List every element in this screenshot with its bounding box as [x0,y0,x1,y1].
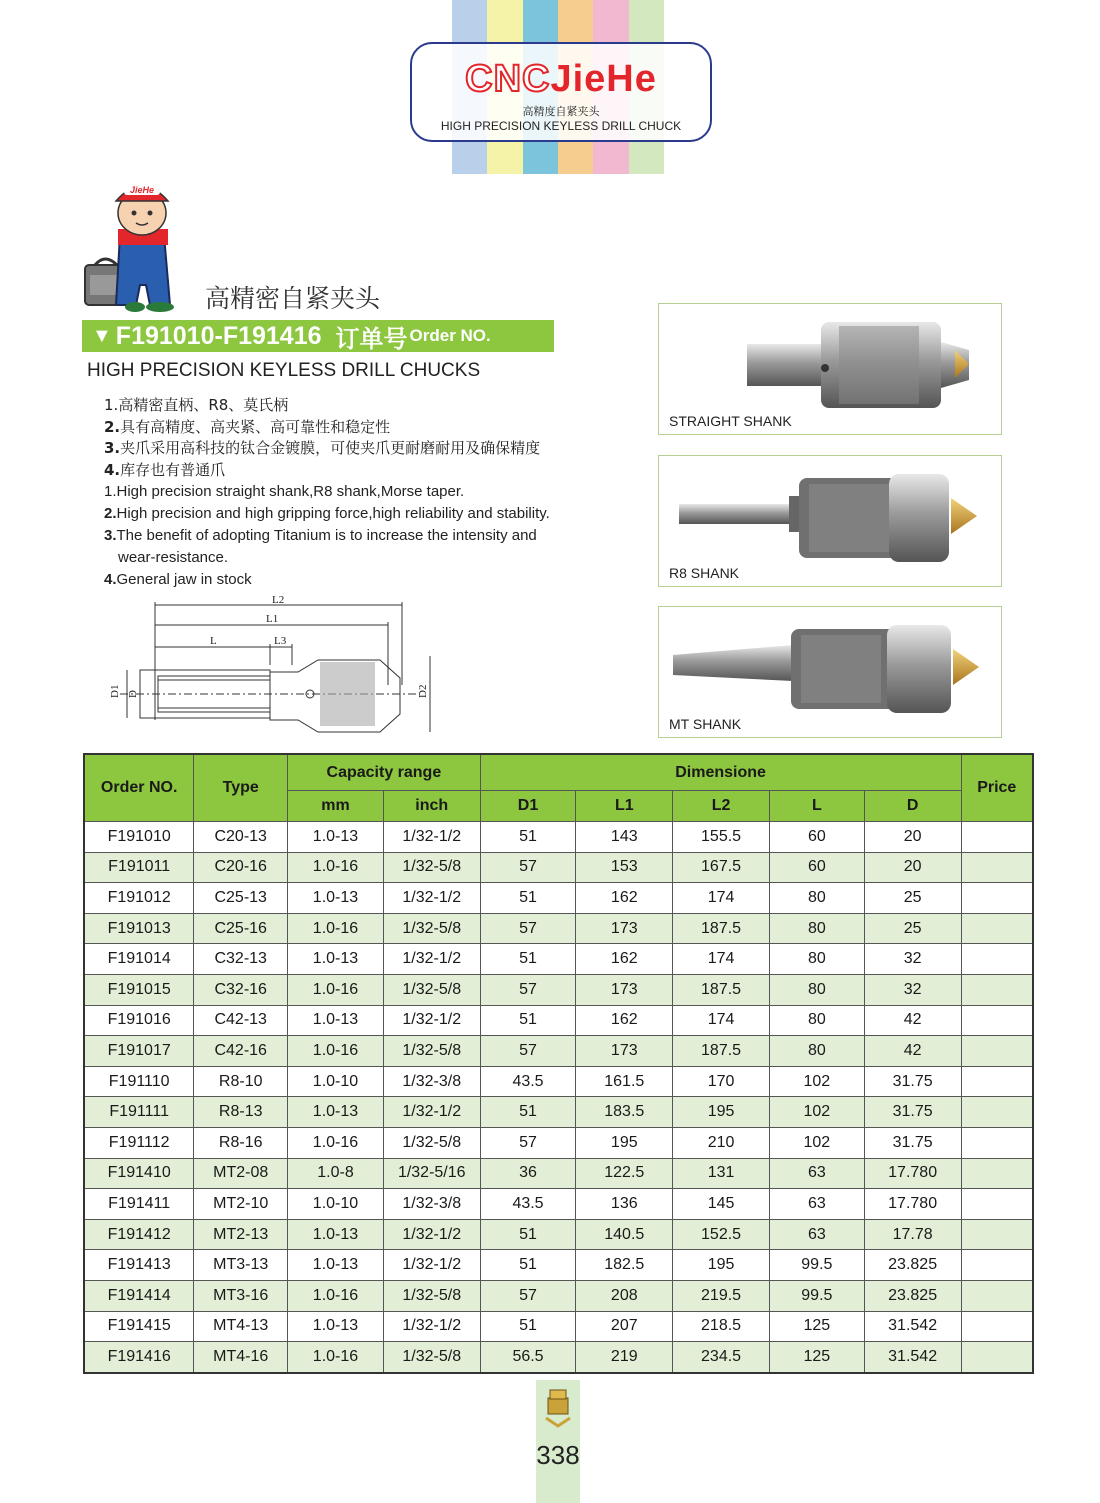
feature-en-item-cont: wear-resistance. [118,549,229,566]
cell-type: MT2-10 [194,1189,288,1220]
cell-dim-l1: 136 [576,1189,673,1220]
table-row [84,1158,1033,1189]
feature-list [104,395,624,591]
table-row [84,974,1033,1005]
cell-dim-l: 60 [769,822,864,853]
cell-capacity-inch: 1/32-3/8 [383,1189,480,1220]
cell-dim-d1: 36 [480,1158,576,1189]
cell-dim-l2: 174 [673,944,770,975]
page-number-tab [536,1380,580,1503]
table-row [84,883,1033,914]
cell-capacity-inch: 1/32-1/2 [383,1311,480,1342]
dim-label-d: D [127,690,139,698]
cell-dim-d1: 57 [480,913,576,944]
cell-dim-d1: 51 [480,1250,576,1281]
table-row [84,1311,1033,1342]
cell-dim-d: 31.75 [864,1066,961,1097]
cell-order-no: F191016 [84,1005,194,1036]
cell-capacity-mm: 1.0-13 [288,1219,384,1250]
cell-dim-d: 42 [864,1005,961,1036]
cell-dim-l1: 207 [576,1311,673,1342]
logo-jiehe-text: JieHe [550,58,657,100]
table-row [84,1280,1033,1311]
cell-dim-d: 20 [864,852,961,883]
col-header-inch: inch [383,791,480,822]
cell-dim-l2: 145 [673,1189,770,1220]
cell-dim-l2: 174 [673,883,770,914]
technical-drawing [100,590,440,740]
cell-capacity-mm: 1.0-16 [288,974,384,1005]
cell-dim-d: 25 [864,883,961,914]
cell-capacity-inch: 1/32-1/2 [383,1219,480,1250]
cell-order-no: F191012 [84,883,194,914]
cell-capacity-inch: 1/32-1/2 [383,1250,480,1281]
cell-dim-l1: 153 [576,852,673,883]
r8-shank-chuck-image [659,456,1001,566]
cell-dim-d: 23.825 [864,1250,961,1281]
cell-capacity-mm: 1.0-16 [288,913,384,944]
cell-order-no: F191411 [84,1189,194,1220]
cell-type: C20-13 [194,822,288,853]
cell-type: MT2-08 [194,1158,288,1189]
feature-cn-item: 3.夹爪采用高科技的钛合金镀膜，可使夹爪更耐磨耐用及确保精度 [104,439,541,457]
cell-order-no: F191110 [84,1066,194,1097]
cell-dim-l1: 140.5 [576,1219,673,1250]
cell-dim-l: 102 [769,1127,864,1158]
cell-capacity-inch: 1/32-1/2 [383,1005,480,1036]
cell-price [961,1219,1033,1250]
cell-dim-d: 32 [864,944,961,975]
cell-capacity-inch: 1/32-5/8 [383,1036,480,1067]
cell-capacity-inch: 1/32-5/8 [383,1342,480,1373]
cell-dim-d1: 57 [480,1036,576,1067]
page-number: 338 [536,1440,580,1470]
product-subtitle: HIGH PRECISION KEYLESS DRILL CHUCKS [87,360,481,381]
cell-dim-l: 102 [769,1097,864,1128]
cell-capacity-mm: 1.0-16 [288,852,384,883]
cell-capacity-mm: 1.0-13 [288,883,384,914]
logo-cnc-text: CNC [465,58,551,100]
cell-capacity-inch: 1/32-5/8 [383,913,480,944]
cell-dim-l1: 162 [576,883,673,914]
photo-caption: MT SHANK [669,716,742,732]
cell-price [961,1250,1033,1281]
order-label-cn: 订单号 [335,324,408,353]
table-row [84,1097,1033,1128]
cell-dim-l1: 162 [576,1005,673,1036]
cell-capacity-mm: 1.0-16 [288,1342,384,1373]
logo-subtitle-en: HIGH PRECISION KEYLESS DRILL CHUCK [440,119,682,133]
table-row [84,913,1033,944]
cell-dim-l1: 173 [576,974,673,1005]
cell-price [961,1311,1033,1342]
cell-dim-l2: 187.5 [673,974,770,1005]
cell-dim-l: 63 [769,1189,864,1220]
cell-capacity-mm: 1.0-10 [288,1189,384,1220]
dim-label-l2: L2 [272,594,285,606]
cell-type: MT3-13 [194,1250,288,1281]
cell-capacity-mm: 1.0-13 [288,944,384,975]
cell-capacity-inch: 1/32-1/2 [383,944,480,975]
cell-capacity-inch: 1/32-5/8 [383,1280,480,1311]
cell-dim-l1: 195 [576,1127,673,1158]
cell-type: C32-16 [194,974,288,1005]
cell-type: MT2-13 [194,1219,288,1250]
cell-dim-l2: 234.5 [673,1342,770,1373]
feature-en-item: 2.High precision and high gripping force,high reliability and stability. [104,505,550,522]
cell-capacity-mm: 1.0-13 [288,822,384,853]
cell-dim-l2: 195 [673,1250,770,1281]
cell-capacity-inch: 1/32-3/8 [383,1066,480,1097]
mascot-illustration [80,175,190,315]
table-row [84,822,1033,853]
cell-type: R8-10 [194,1066,288,1097]
cell-dim-l: 125 [769,1342,864,1373]
dim-label-l3: L3 [274,635,287,647]
cell-dim-l: 99.5 [769,1280,864,1311]
col-header-l: L [769,791,864,822]
table-row [84,944,1033,975]
cell-price [961,1280,1033,1311]
cell-price [961,1036,1033,1067]
cell-capacity-inch: 1/32-5/16 [383,1158,480,1189]
col-header-type: Type [194,754,288,822]
cell-dim-l1: 161.5 [576,1066,673,1097]
cell-price [961,944,1033,975]
cell-dim-d: 17.78 [864,1219,961,1250]
cell-dim-l: 80 [769,913,864,944]
photo-straight-shank [658,303,1002,435]
cell-dim-l: 80 [769,974,864,1005]
cell-dim-l1: 162 [576,944,673,975]
logo-subtitle-cn: 高精度自紧夹头 [522,105,600,118]
cell-capacity-mm: 1.0-16 [288,1036,384,1067]
spec-table [83,753,1034,1374]
cell-type: R8-13 [194,1097,288,1128]
cell-type: C32-13 [194,944,288,975]
cell-order-no: F191013 [84,913,194,944]
cell-price [961,1342,1033,1373]
cell-dim-d1: 51 [480,1219,576,1250]
cell-dim-l2: 187.5 [673,913,770,944]
cell-dim-d1: 51 [480,883,576,914]
cell-order-no: F191014 [84,944,194,975]
feature-en-item: 3.The benefit of adopting Titanium is to increase the intensity and [104,527,537,544]
cell-dim-l1: 173 [576,913,673,944]
triangle-icon: ▼ [92,324,112,347]
cell-dim-l2: 167.5 [673,852,770,883]
table-row [84,1219,1033,1250]
photo-r8-shank [658,455,1002,587]
cell-order-no: F191010 [84,822,194,853]
cell-dim-d: 20 [864,822,961,853]
cell-dim-l2: 219.5 [673,1280,770,1311]
cell-dim-d1: 43.5 [480,1066,576,1097]
col-header-order: Order NO. [84,754,194,822]
cell-price [961,852,1033,883]
cell-type: R8-16 [194,1127,288,1158]
cell-type: MT4-16 [194,1342,288,1373]
table-row [84,852,1033,883]
order-range: F191010-F191416 [115,321,322,350]
mt-shank-chuck-image [659,607,1001,717]
order-range-bar [82,320,554,352]
cell-dim-d: 31.75 [864,1127,961,1158]
table-row [84,1189,1033,1220]
cell-dim-l1: 208 [576,1280,673,1311]
cell-price [961,913,1033,944]
cell-price [961,1005,1033,1036]
table-row [84,1342,1033,1373]
cell-price [961,1097,1033,1128]
cell-order-no: F191015 [84,974,194,1005]
col-header-l2: L2 [673,791,770,822]
col-header-capacity: Capacity range [288,754,481,791]
table-row [84,1066,1033,1097]
cell-dim-l1: 143 [576,822,673,853]
dim-label-l1: L1 [266,613,279,625]
feature-cn-item: 4.库存也有普通爪 [104,460,226,479]
cell-dim-l1: 183.5 [576,1097,673,1128]
cell-order-no: F191011 [84,852,194,883]
cell-order-no: F191414 [84,1280,194,1311]
cell-capacity-mm: 1.0-13 [288,1097,384,1128]
cell-dim-l: 60 [769,852,864,883]
cell-dim-l2: 174 [673,1005,770,1036]
spec-table-body [84,822,1033,1373]
cell-dim-d: 32 [864,974,961,1005]
straight-shank-chuck-image [659,304,1001,414]
cell-type: C25-13 [194,883,288,914]
product-title-cn: 高精密自紧夹头 [205,284,381,313]
cell-dim-l: 125 [769,1311,864,1342]
cell-dim-d: 23.825 [864,1280,961,1311]
cell-dim-l1: 219 [576,1342,673,1373]
photo-caption: STRAIGHT SHANK [669,413,792,429]
cell-dim-l: 80 [769,944,864,975]
cell-dim-l1: 182.5 [576,1250,673,1281]
table-row [84,1250,1033,1281]
cell-dim-l2: 152.5 [673,1219,770,1250]
cell-dim-d1: 51 [480,1097,576,1128]
cell-capacity-inch: 1/32-5/8 [383,852,480,883]
cell-dim-l2: 187.5 [673,1036,770,1067]
cell-capacity-inch: 1/32-1/2 [383,883,480,914]
cell-capacity-inch: 1/32-1/2 [383,1097,480,1128]
cell-order-no: F191416 [84,1342,194,1373]
cell-dim-d: 31.542 [864,1342,961,1373]
feature-en-item: 4.General jaw in stock [104,571,252,588]
cell-capacity-mm: 1.0-16 [288,1127,384,1158]
cell-type: C42-13 [194,1005,288,1036]
cell-capacity-mm: 1.0-10 [288,1066,384,1097]
cell-dim-d: 42 [864,1036,961,1067]
cell-dim-l2: 195 [673,1097,770,1128]
cell-dim-l: 80 [769,1005,864,1036]
cell-type: C42-16 [194,1036,288,1067]
col-header-price: Price [961,754,1033,822]
cell-price [961,1158,1033,1189]
brand-logo [410,42,712,142]
cell-dim-l2: 170 [673,1066,770,1097]
cell-dim-l: 80 [769,883,864,914]
dim-label-l: L [210,635,217,647]
cell-dim-l2: 210 [673,1127,770,1158]
cell-dim-d: 31.75 [864,1097,961,1128]
cell-dim-l2: 218.5 [673,1311,770,1342]
cell-order-no: F191112 [84,1127,194,1158]
mascot-cap-text: JieHe [129,185,155,195]
cell-dim-l: 102 [769,1066,864,1097]
cell-dim-d1: 51 [480,1005,576,1036]
cell-capacity-inch: 1/32-5/8 [383,1127,480,1158]
cell-order-no: F191410 [84,1158,194,1189]
cell-price [961,1189,1033,1220]
cell-dim-l1: 122.5 [576,1158,673,1189]
cell-dim-d1: 51 [480,822,576,853]
col-header-mm: mm [288,791,384,822]
cell-order-no: F191017 [84,1036,194,1067]
cell-price [961,822,1033,853]
cell-capacity-mm: 1.0-13 [288,1311,384,1342]
cell-dim-d1: 56.5 [480,1342,576,1373]
col-header-d: D [864,791,961,822]
cell-dim-l: 80 [769,1036,864,1067]
cell-dim-l2: 155.5 [673,822,770,853]
photo-caption: R8 SHANK [669,565,740,581]
table-row [84,1005,1033,1036]
cell-capacity-mm: 1.0-13 [288,1250,384,1281]
cell-dim-d: 25 [864,913,961,944]
cell-dim-d1: 57 [480,1127,576,1158]
cell-dim-l: 63 [769,1219,864,1250]
photo-mt-shank [658,606,1002,738]
cell-dim-d1: 51 [480,944,576,975]
cell-capacity-mm: 1.0-16 [288,1280,384,1311]
order-label-en: Order NO. [409,326,491,345]
cell-type: MT3-16 [194,1280,288,1311]
cell-order-no: F191412 [84,1219,194,1250]
cell-type: C20-16 [194,852,288,883]
cell-dim-d1: 57 [480,852,576,883]
col-header-dimension: Dimensione [480,754,961,791]
table-row [84,1036,1033,1067]
col-header-l1: L1 [576,791,673,822]
cell-order-no: F191415 [84,1311,194,1342]
feature-en-item: 1.High precision straight shank,R8 shank,Morse taper. [104,483,465,500]
cell-price [961,1127,1033,1158]
cell-order-no: F191413 [84,1250,194,1281]
feature-cn-item: 2.具有高精度、高夹紧、高可靠性和稳定性 [104,417,391,436]
cell-price [961,883,1033,914]
feature-cn-item: 1.高精密直柄、R8、莫氏柄 [104,396,289,414]
cell-dim-l: 63 [769,1158,864,1189]
cell-dim-d1: 51 [480,1311,576,1342]
cell-capacity-mm: 1.0-13 [288,1005,384,1036]
cell-dim-d: 17.780 [864,1189,961,1220]
cell-dim-l: 99.5 [769,1250,864,1281]
cell-price [961,1066,1033,1097]
cell-capacity-inch: 1/32-1/2 [383,822,480,853]
cell-dim-l2: 131 [673,1158,770,1189]
cell-dim-d1: 57 [480,974,576,1005]
cell-dim-l1: 173 [576,1036,673,1067]
cell-dim-d1: 57 [480,1280,576,1311]
cell-dim-d: 31.542 [864,1311,961,1342]
chuck-icon [536,1380,580,1430]
cell-type: MT4-13 [194,1311,288,1342]
cell-capacity-mm: 1.0-8 [288,1158,384,1189]
cell-dim-d1: 43.5 [480,1189,576,1220]
cell-dim-d: 17.780 [864,1158,961,1189]
cell-capacity-inch: 1/32-5/8 [383,974,480,1005]
dim-label-d2: D2 [417,684,429,698]
dim-label-d1: D1 [109,684,121,698]
table-row [84,1127,1033,1158]
col-header-d1: D1 [480,791,576,822]
cell-order-no: F191111 [84,1097,194,1128]
cell-price [961,974,1033,1005]
cell-type: C25-16 [194,913,288,944]
